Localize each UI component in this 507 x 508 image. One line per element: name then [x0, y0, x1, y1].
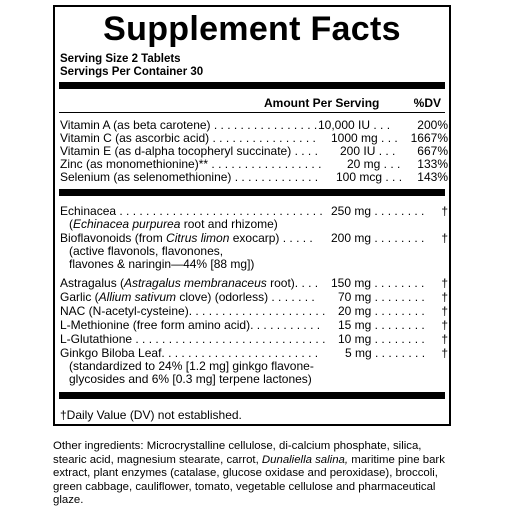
ingredient-dv: † [441, 304, 448, 318]
ingredient-name: Bioflavonoids (from Citrus limon exocarp) . . . . . [60, 231, 313, 245]
ingredient-dv: † [441, 346, 448, 360]
serving-size: Serving Size 2 Tablets [60, 53, 181, 65]
ingredient-name: Ginkgo Biloba Leaf. . . . . . . . . . . . . . . . . . . . . . . . [60, 346, 319, 360]
ingredient-dv: † [441, 318, 448, 332]
ingredient-name: L-Glutathione . . . . . . . . . . . . . . . . . . . . . . . . . . . . . [60, 332, 326, 346]
vitamin-row [60, 171, 448, 183]
amount-per-serving-header: Amount Per Serving [264, 96, 380, 110]
ingredient-row [60, 291, 448, 303]
nutrient-amount: 100 mcg . . . [336, 170, 403, 184]
nutrient-amount: 20 mg . . . [347, 157, 401, 171]
nutrient-dv: 1667% [410, 131, 448, 145]
ingredient-row [60, 305, 448, 317]
ingredient-row [60, 205, 448, 217]
ingredient-amount: 70 mg . . . . . . . . [338, 290, 425, 304]
vitamin-row [60, 145, 448, 157]
ingredient-detail: (Echinacea purpurea root and rhizome) [69, 217, 278, 231]
vitamin-row [60, 158, 448, 170]
ingredient-name: Echinacea . . . . . . . . . . . . . . . . . . . . . . . . . . . . . . . [60, 204, 323, 218]
ingredient-name: NAC (N-acetyl-cysteine). . . . . . . . . . . . . . . . . . . . . [60, 304, 326, 318]
nutrient-dv: 143% [417, 170, 448, 184]
ingredient-dv: † [441, 276, 448, 290]
ingredient-dv: † [441, 290, 448, 304]
thick-divider-top [59, 82, 445, 89]
ingredient-dv: † [441, 332, 448, 346]
ingredient-amount: 250 mg . . . . . . . . [331, 204, 425, 218]
panel-title: Supplement Facts [103, 10, 401, 48]
vitamin-row [60, 119, 448, 131]
nutrient-name: Vitamin E (as d-alpha tocopheryl succinate) . . . . [60, 144, 318, 158]
nutrient-amount: 1000 mg . . . [331, 131, 398, 145]
supplement-facts-panel [53, 5, 451, 426]
ingredient-dv: † [441, 204, 448, 218]
ingredient-detail: glycosides and 6% [0.3 mg] terpene lactones) [69, 372, 312, 386]
nutrient-dv: 133% [417, 157, 448, 171]
ingredient-amount: 20 mg . . . . . . . . [338, 304, 425, 318]
ingredient-detail: flavones & naringin—44% [88 mg]) [69, 257, 255, 271]
thick-divider-bottom [59, 392, 445, 399]
nutrient-name: Vitamin A (as beta carotene) . . . . . . . . . . . . . . . . [60, 118, 318, 132]
thin-divider [59, 112, 445, 113]
ingredient-amount: 5 mg . . . . . . . . [345, 346, 426, 360]
nutrient-dv: 667% [417, 144, 448, 158]
ingredient-row [60, 347, 448, 359]
ingredient-amount: 10 mg . . . . . . . . [338, 332, 425, 346]
daily-value-footnote: †Daily Value (DV) not established. [60, 408, 242, 422]
ingredient-name: L-Methionine (free form amino acid). . . . . . . . . . . [60, 318, 321, 332]
ingredient-name: Astragalus (Astragalus membranaceus root). . . . [60, 276, 319, 290]
nutrient-name: Selenium (as selenomethionine) . . . . . . . . . . . . . [60, 170, 319, 184]
ingredient-name: Garlic (Allium sativum clove) (odorless) . . . . . . . [60, 290, 315, 304]
ingredient-dv: † [441, 231, 448, 245]
ingredient-amount: 15 mg . . . . . . . . [338, 318, 425, 332]
ingredient-amount: 200 mg . . . . . . . . [331, 231, 425, 245]
dv-header: %DV [413, 96, 441, 110]
ingredient-row [60, 333, 448, 345]
serving-info [60, 53, 203, 79]
vitamin-row [60, 132, 448, 144]
nutrient-dv: 200% [417, 118, 448, 132]
servings-per-container: Servings Per Container 30 [60, 66, 204, 78]
nutrient-amount: 10,000 IU . . . [318, 118, 391, 132]
nutrient-amount: 200 IU . . . [340, 144, 396, 158]
ingredient-row [60, 232, 448, 244]
ingredient-detail: (standardized to 24% [1.2 mg] ginkgo flavone- [69, 359, 314, 373]
ingredient-row [60, 277, 448, 289]
other-ingredients: Other ingredients: Microcrystalline cellulose, di-calcium phosphate, silica, stearic acid, magnesium stearate, carrot, Dunaliella salina, maritime pine bark extract, plant enzymes (catalase, glucose oxidase and peroxidase), broccoli, green cabbage, cauliflower, tomato, vegetable cellulose and pharmaceutical glaze. [53, 440, 445, 506]
ingredient-row [60, 319, 448, 331]
thick-divider-middle [59, 189, 445, 196]
ingredient-amount: 150 mg . . . . . . . . [331, 276, 425, 290]
nutrient-name: Zinc (as monomethionine)** . . . . . . . . . . . . . . . . . [60, 157, 322, 171]
nutrient-name: Vitamin C (as ascorbic acid) . . . . . . . . . . . . . . . . [60, 131, 316, 145]
ingredient-detail: (active flavonols, flavonones, [69, 244, 224, 258]
